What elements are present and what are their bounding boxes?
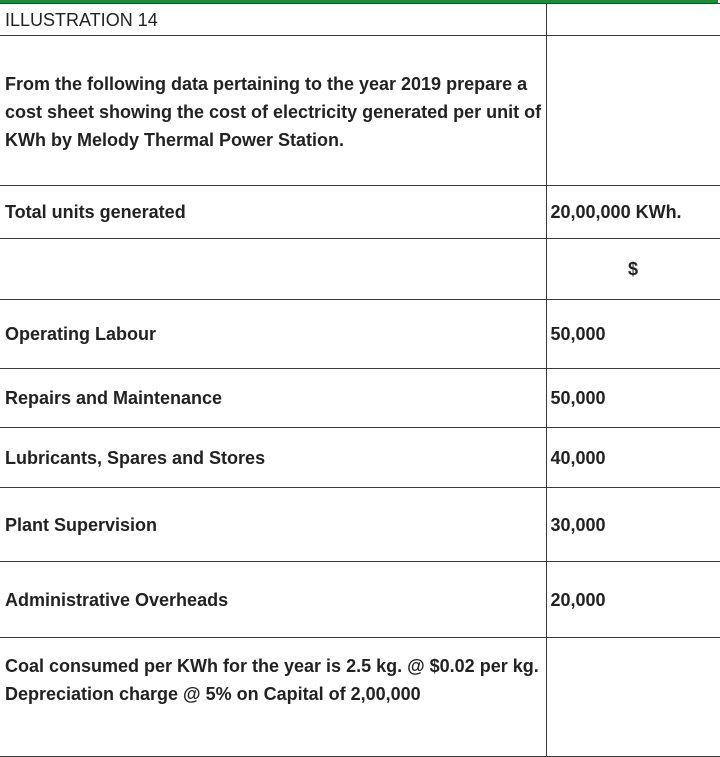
cost-item-label: Repairs and Maintenance [0, 369, 546, 428]
coal-depreciation-note: Coal consumed per KWh for the year is 2.5 kg. @ $0.02 per kg. Depreciation charge @ 5% on Capital of 2,00,000 [0, 638, 546, 757]
table-row [0, 488, 720, 562]
table-row [0, 428, 720, 488]
illustration-title: ILLUSTRATION 14 [0, 4, 546, 36]
table-row-total-units [0, 186, 720, 239]
cost-item-label: Plant Supervision [0, 488, 546, 562]
currency-symbol: $ [546, 239, 720, 300]
table-row [0, 369, 720, 428]
table-row-intro [0, 36, 720, 186]
table-row-title [0, 4, 720, 36]
cost-item-value: 50,000 [546, 300, 720, 369]
total-units-label: Total units generated [0, 186, 546, 239]
data-table [0, 3, 720, 757]
table-row [0, 300, 720, 369]
empty-cell [546, 4, 720, 36]
empty-cell [0, 239, 546, 300]
table-row-coal-note [0, 638, 720, 757]
table-row-currency [0, 239, 720, 300]
cost-item-label: Lubricants, Spares and Stores [0, 428, 546, 488]
problem-statement: From the following data pertaining to the year 2019 prepare a cost sheet showing the cost of electricity generated per unit of KWh by Melody Thermal Power Station. [0, 36, 546, 186]
cost-item-value: 30,000 [546, 488, 720, 562]
cost-item-label: Operating Labour [0, 300, 546, 369]
empty-cell [546, 36, 720, 186]
cost-item-label: Administrative Overheads [0, 562, 546, 638]
cost-item-value: 20,000 [546, 562, 720, 638]
cost-item-value: 50,000 [546, 369, 720, 428]
cost-item-value: 40,000 [546, 428, 720, 488]
table-row [0, 562, 720, 638]
empty-cell [546, 638, 720, 757]
total-units-value: 20,00,000 KWh. [546, 186, 720, 239]
